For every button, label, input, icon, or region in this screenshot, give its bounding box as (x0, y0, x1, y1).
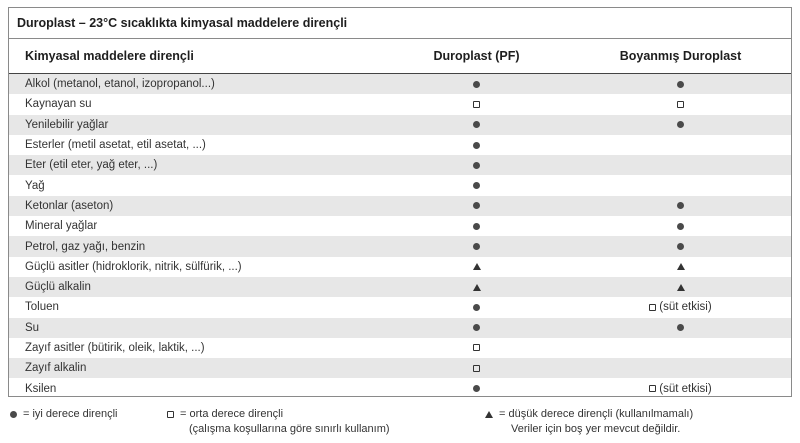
chemical-label: Alkol (metanol, etanol, izopropanol...) (25, 78, 215, 91)
filled-circle-icon (473, 121, 480, 128)
chemical-label: Güçlü alkalin (25, 281, 91, 294)
duroplast-pf-rating (379, 78, 574, 90)
legend-square-item (167, 407, 283, 422)
milk-effect-note: (süt etkisi) (659, 301, 712, 314)
chemical-label: Ketonlar (aseton) (25, 199, 114, 212)
filled-circle-icon (473, 182, 480, 189)
painted-duroplast-rating (574, 220, 791, 232)
filled-circle-icon (677, 121, 684, 128)
table-row (9, 338, 791, 358)
filled-triangle-icon (677, 263, 685, 270)
table-row (9, 135, 791, 155)
filled-circle-icon (473, 304, 480, 311)
legend-square-text: = orta derece dirençli (180, 408, 284, 420)
column-header-duroplast-pf: Duroplast (PF) (433, 49, 520, 63)
duroplast-pf-rating (379, 220, 574, 232)
open-square-icon (473, 365, 480, 372)
duroplast-pf-rating (379, 281, 574, 293)
chemical-label: Mineral yağlar (25, 220, 98, 233)
open-square-icon (677, 101, 684, 108)
legend-dot-text: = iyi derece dirençli (23, 408, 118, 420)
legend-triangle-text: = düşük derece dirençli (kullanılmamalı) (499, 408, 694, 420)
table-row (9, 216, 791, 236)
chemical-label: Kaynayan su (25, 98, 92, 111)
table-row (9, 277, 791, 297)
duroplast-pf-rating (379, 159, 574, 171)
chemical-label: Su (25, 321, 40, 334)
duroplast-pf-rating (379, 180, 574, 192)
painted-duroplast-rating (574, 78, 791, 90)
duroplast-pf-rating (379, 98, 574, 110)
table-row (9, 318, 791, 338)
open-square-icon (473, 101, 480, 108)
filled-circle-icon (473, 223, 480, 230)
table-row (9, 257, 791, 277)
filled-circle-icon (677, 243, 684, 250)
table-row (9, 196, 791, 216)
filled-circle-icon (473, 243, 480, 250)
chemical-label: Zayıf alkalin (25, 362, 87, 375)
filled-circle-icon (473, 202, 480, 209)
column-header-painted-duroplast: Boyanmış Duroplast (619, 49, 742, 63)
resistance-table (8, 7, 792, 397)
duroplast-pf-rating (379, 301, 574, 313)
legend-dot-item (10, 407, 117, 422)
open-square-icon (649, 304, 656, 311)
legend (8, 407, 792, 443)
table-row (9, 74, 791, 94)
open-square-icon (649, 385, 656, 392)
filled-circle-icon (677, 202, 684, 209)
duroplast-pf-rating (379, 241, 574, 253)
filled-triangle-icon (677, 284, 685, 291)
filled-circle-icon (677, 223, 684, 230)
table-row (9, 236, 791, 256)
painted-duroplast-rating (574, 383, 791, 395)
table-body (9, 74, 791, 399)
chemical-label: Esterler (metil asetat, etil asetat, ...) (25, 139, 206, 152)
duroplast-pf-rating (379, 362, 574, 374)
painted-duroplast-rating (574, 200, 791, 212)
duroplast-pf-rating (379, 322, 574, 334)
chemical-label: Ksilen (25, 382, 57, 395)
filled-circle-icon (677, 81, 684, 88)
table-row (9, 175, 791, 195)
chemical-label: Eter (etil eter, yağ eter, ...) (25, 159, 158, 172)
filled-circle-icon (473, 324, 480, 331)
table-row (9, 94, 791, 114)
filled-triangle-icon (485, 411, 493, 418)
table-row (9, 358, 791, 378)
open-square-icon (473, 344, 480, 351)
duroplast-pf-rating (379, 383, 574, 395)
chemical-label: Petrol, gaz yağı, benzin (25, 240, 146, 253)
painted-duroplast-rating (574, 119, 791, 131)
table-header (9, 39, 791, 74)
chemical-label: Zayıf asitler (bütirik, oleik, laktik, ...) (25, 342, 205, 354)
painted-duroplast-rating (574, 322, 791, 334)
chemical-label: Yağ (25, 179, 45, 192)
table-row (9, 115, 791, 135)
milk-effect-note: (süt etkisi) (659, 382, 712, 395)
duroplast-pf-rating (379, 261, 574, 273)
painted-duroplast-rating (574, 98, 791, 110)
painted-duroplast-rating (574, 301, 791, 313)
column-header-chemical: Kimyasal maddelere dirençli (25, 49, 194, 63)
table-row (9, 297, 791, 317)
legend-triangle-subtext: Veriler için boş yer mevcut değildir. (511, 423, 681, 435)
duroplast-pf-rating (379, 139, 574, 151)
filled-circle-icon (677, 324, 684, 331)
filled-circle-icon (473, 142, 480, 149)
filled-circle-icon (473, 385, 480, 392)
filled-circle-icon (473, 81, 480, 88)
filled-triangle-icon (473, 263, 481, 270)
legend-square-subtext: (çalışma koşullarına göre sınırlı kullanım) (189, 423, 390, 435)
table-title: Duroplast – 23°C sıcaklıkta kimyasal maddelere dirençli (9, 8, 791, 39)
table-row (9, 378, 791, 398)
table-row (9, 155, 791, 175)
duroplast-pf-rating (379, 119, 574, 131)
legend-triangle-item (485, 407, 693, 422)
chemical-label: Güçlü asitler (hidroklorik, nitrik, sülfürik, ...) (25, 260, 242, 273)
filled-triangle-icon (473, 284, 481, 291)
chemical-label: Toluen (25, 301, 59, 314)
filled-circle-icon (473, 162, 480, 169)
painted-duroplast-rating (574, 241, 791, 253)
painted-duroplast-rating (574, 281, 791, 293)
open-square-icon (167, 411, 174, 418)
painted-duroplast-rating (574, 261, 791, 273)
filled-circle-icon (10, 411, 17, 418)
chemical-label: Yenilebilir yağlar (25, 118, 109, 131)
duroplast-pf-rating (379, 200, 574, 212)
duroplast-pf-rating (379, 342, 574, 354)
